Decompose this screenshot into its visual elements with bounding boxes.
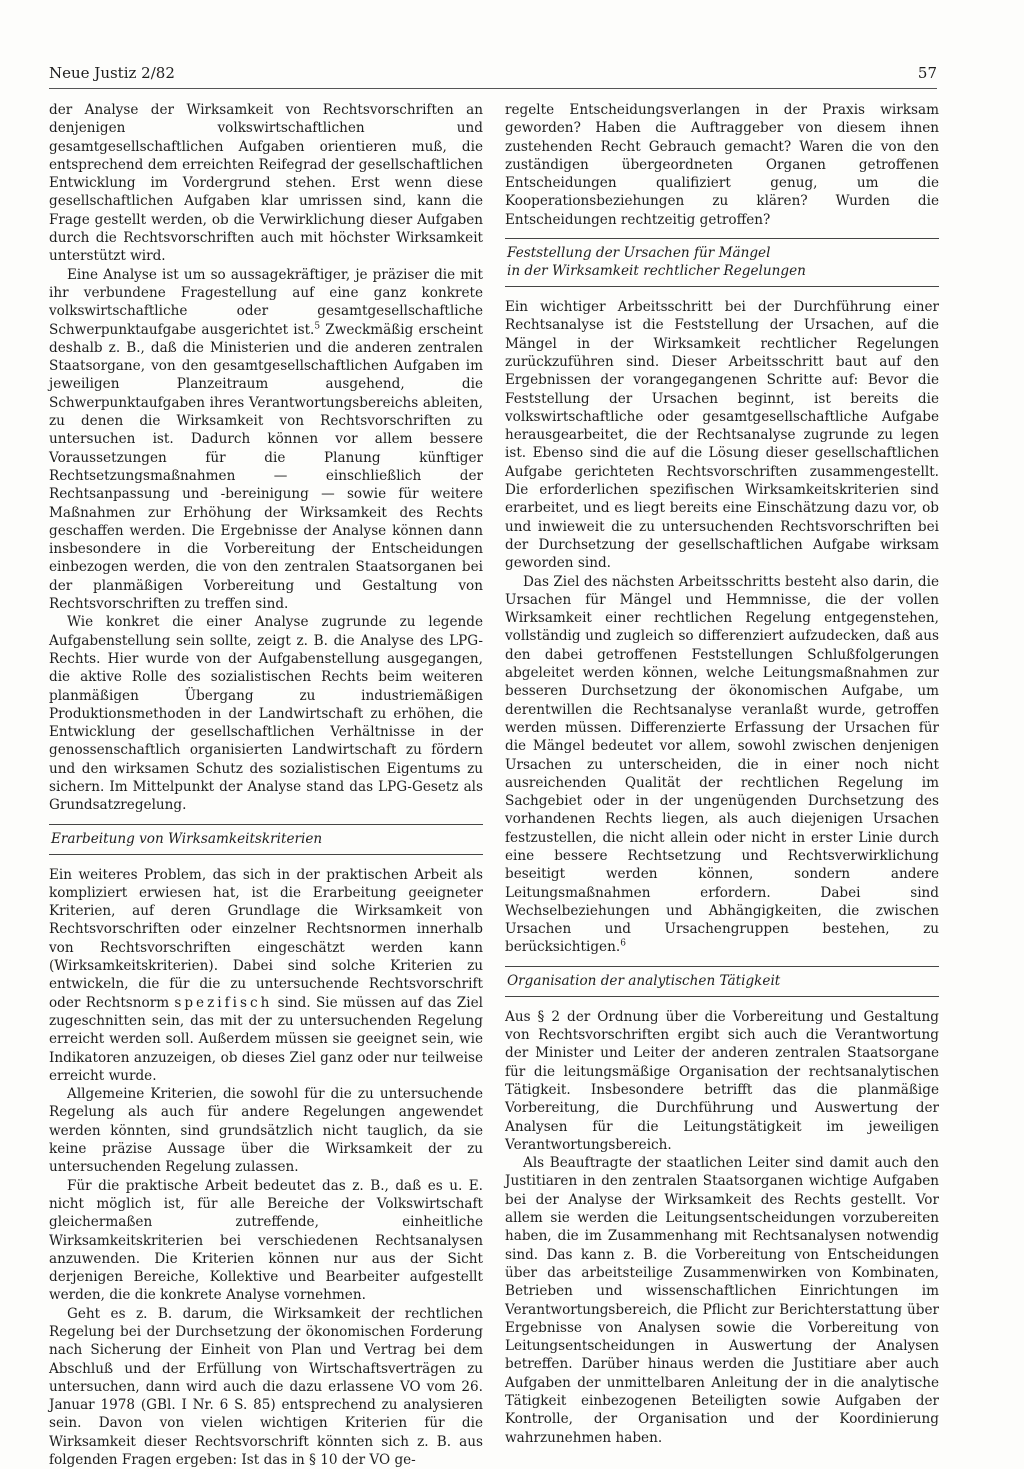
paragraph: Wie konkret die einer Analyse zugrunde zu legende Aufgabenstellung sein sollte, zeigt z. B. die Analyse des LPG-Rechts. Hier wurde von der Aufgabenstellung ausgegangen, die aktive Rolle des sozialistischen Rechts beim weiteren planmäßigen Übergang zu industriemäßigen Produktionsmethoden in der Landwirtschaft zu erhöhen, die Entwicklung der gesellschaftlichen Verhältnisse in der genossenschaftlich organisierten Landwirtschaft zu fördern und den wirksamen Schutz des sozialistischen Eigentums zu sichern. Im Mittelpunkt der Analyse stand das LPG-Gesetz als Grundsatzregelung. bbox=[49, 614, 483, 814]
paragraph: Für die praktische Arbeit bedeutet das z. B., daß es u. E. nicht möglich ist, für alle Bereiche der Volkswirtschaft gleichermaßen zutreffende, einheitliche Wirksamkeitskriterien bei verschiedenen Rechtsanalysen anzuwenden. Die Kriterien können nur aus der Sicht derjenigen Bereiche, Kollektive und Bearbeiter aufgestellt werden, die die konkrete Analyse vornehmen. bbox=[49, 1177, 483, 1304]
footnote-ref: 5 bbox=[314, 321, 321, 332]
text: Das Ziel des nächsten Arbeitsschritts besteht also darin, die Ursachen für Mängel und Hemmnisse, die der vollen Wirksamkeit einer rechtlichen Regelung entgegenstehen, vollständig und zugleich so differenziert aufzudecken, daß aus den dabei getroffenen Feststellungen Schlußfolgerungen abgeleitet werden können, welche Leitungsmaßnahmen zur besseren Durchsetzung der ökonomischen Aufgabe, um derentwillen die Rechtsanalyse veranlaßt wurde, getroffen werden müssen. Differenzierte Erfassung der Ursachen für die Mängel bedeutet vor allem, sowohl zwischen denjenigen Ursachen zu unterscheiden, die in einer noch nicht ausreichenden Qualität der rechtlichen Regelung im Sachgebiet oder in der ungenügenden Durchsetzung des vorhandenen Rechts liegen, als auch diejenigen Ursachen festzustellen, die nicht allein oder nicht in erster Linie durch eine bessere Rechtsetzung und Rechtsverwirklichung beseitigt werden können, sondern andere Leitungsmaßnahmen erfordern. Dabei sind Wechselbeziehungen und Abhängigkeiten, die zwischen Ursachen und Ursachengruppen bestehen, zu berücksichtigen. bbox=[505, 573, 939, 956]
running-header bbox=[49, 64, 937, 86]
section-heading: Organisation der analytischen Tätigkeit bbox=[505, 966, 939, 997]
right-column bbox=[505, 101, 939, 1447]
journal-issue: Neue Justiz 2/82 bbox=[49, 64, 175, 82]
footnote-ref: 6 bbox=[620, 938, 626, 949]
spaced-word: spezifisch bbox=[174, 994, 273, 1011]
paragraph bbox=[505, 573, 939, 957]
paragraph: regelte Entscheidungsverlangen in der Praxis wirksam geworden? Haben die Auftraggeber von diesem ihnen zustehenden Recht Gebrauch gemacht? Waren die von den zuständigen übergeordneten Organen getroffenen Entscheidungen qualifiziert genug, um die Kooperationsbeziehungen zu klären? Wurden die Entscheidungen rechtzeitig getroffen? bbox=[505, 102, 939, 228]
paragraph bbox=[49, 866, 483, 1086]
section-heading: Erarbeitung von Wirksamkeitskriterien bbox=[49, 824, 483, 855]
header-rule bbox=[49, 88, 937, 89]
paragraph: Aus § 2 der Ordnung über die Vorbereitung und Gestaltung von Rechtsvorschriften ergibt sich auch die Verantwortung der Minister und Leiter der anderen zentralen Staatsorgane für die leitungsmäßige Organisation der rechtsanalytischen Tätigkeit. Insbesondere betrifft das die planmäßige Vorbereitung, die Durchführung und Auswertung der Analysen für die Leitungstätigkeit im jeweiligen Verantwortungsbereich. bbox=[505, 1008, 939, 1153]
paragraph: Als Beauftragte der staatlichen Leiter sind damit auch den Justitiaren in den zentralen Staatsorganen wichtige Aufgaben bei der Analyse der Wirksamkeit des Rechts gestellt. Vor allem sie werden die Leitungsentscheidungen vorzubereiten haben, die im Zusammenhang mit Rechtsanalysen notwendig sind. Das kann z. B. die Vorbereitung von Entscheidungen über das arbeitsteilige Zusammenwirken von Kombinaten, Betrieben und wissenschaftlichen Einrichtungen im Verantwortungsbereich, die Pflicht zur Berichterstattung über Ergebnisse von Analysen sowie die Vorbereitung von Leitungsentscheidungen in Auswertung der Analysen betreffen. Darüber hinaus werden die Justitiare aber auch Aufgaben der unmittelbaren Anleitung der in die analytische Tätigkeit einbezogenen Beteiligten sowie Aufgaben der Kontrolle, der Organisation und der Koordinierung wahrzunehmen haben. bbox=[505, 1155, 939, 1446]
paragraph: Ein wichtiger Arbeitsschritt bei der Durchführung einer Rechtsanalyse ist die Feststellung der Ursachen, auf die Mängel in der Wirksamkeit rechtlicher Regelungen zurückzuführen sind. Dieser Arbeitsschritt baut auf den Ergebnissen der vorangegangenen Schritte auf: Bevor die Feststellung der Ursachen beginnt, ist bereits die volkswirtschaftliche oder gesamtgesellschaftliche Aufgabe herausgearbeitet, die der Rechtsanalyse zugrunde zu legen ist. Ebenso sind die auf die Lösung dieser gesellschaftlichen Aufgabe gerichteten Rechtsvorschriften zusammengestellt. Die erforderlichen spezifischen Wirksamkeitskriterien sind erarbeitet, und es liegt bereits eine Einschätzung dazu vor, ob und inwieweit die zu untersuchenden Rechtsvorschriften bei der Durchsetzung der gesellschaftlichen Aufgabe wirksam geworden sind. bbox=[505, 299, 939, 572]
left-column bbox=[49, 101, 483, 1469]
page-number: 57 bbox=[917, 64, 937, 82]
heading-line: in der Wirksamkeit rechtlicher Regelungen bbox=[507, 263, 806, 280]
text: Zweckmäßig erscheint deshalb z. B., daß die Ministerien und die anderen zentralen Staatsorgane, von den gesamtgesellschaftlichen Aufgaben im jeweiligen Planzeitraum ausgehend, die Schwerpunktaufgaben ihres Verantwortungsbereichs ableiten, zu denen die Wirksamkeit von Rechtsvorschriften zu untersuchen ist. Dadurch können vor allem bessere Voraussetzungen für die Planung künftiger Rechtsetzungsmaßnahmen — einschließlich der Rechtsanpassung und -bereinigung — sowie für weitere Maßnahmen zur Erhöhung der Wirksamkeit des Rechts geschaffen werden. Die Ergebnisse der Analyse können dann insbesondere in die Vorbereitung der Entscheidungen einbezogen werden, die von den zentralen Staatsorganen bei der planmäßigen Vorbereitung und Gestaltung von Rechtsvorschriften zu treffen sind. bbox=[49, 321, 483, 613]
heading-line: Feststellung der Ursachen für Mängel bbox=[507, 245, 771, 262]
paragraph bbox=[49, 266, 483, 614]
text: sind. Sie müssen auf das Ziel zugeschnitten sein, das mit der zu untersuchenden Regelung erreicht werden soll. Außerdem müssen sie geeignet sein, wie Indikatoren anzuzeigen, ob dieses Ziel ganz oder nur teilweise erreicht wurde. bbox=[49, 994, 483, 1084]
paragraph: Geht es z. B. darum, die Wirksamkeit der rechtlichen Regelung bei der Durchsetzung der ökonomischen Forderung nach Sicherung der Einheit von Plan und Vertrag bei dem Abschluß und der Erfüllung von Wirtschaftsverträgen zu untersuchen, dann wird auch die dazu erlassene VO vom 26. Januar 1978 (GBl. I Nr. 6 S. 85) entsprechend zu analysieren sein. Davon von vielen wichtigen Kriterien für die Wirksamkeit dieser Rechtsvorschrift könnten sich z. B. aus folgenden Fragen ergeben: Ist das in § 10 der VO ge- bbox=[49, 1305, 483, 1469]
paragraph: der Analyse der Wirksamkeit von Rechtsvorschriften an denjenigen volkswirtschaftlichen und gesamtgesellschaftlichen Aufgaben orientieren muß, die entsprechend dem erreichten Reifegrad der gesellschaftlichen Entwicklung im Vordergrund stehen. Erst wenn diese gesellschaftlichen Aufgaben klar umrissen sind, kann die Frage gestellt werden, ob die Verwirklichung dieser Aufgaben durch die Rechtsvorschriften auch mit höchster Wirksamkeit unterstützt wird. bbox=[49, 102, 483, 265]
text: Eine Analyse ist um so aussagekräftiger, je präziser die mit ihr verbundene Fragestellung auf eine ganz konkrete volkswirtschaftliche oder gesamtgesellschaftliche Schwerpunktaufgabe ausgerichtet ist. bbox=[49, 266, 483, 338]
text: Ein weiteres Problem, das sich in der praktischen Arbeit als kompliziert erwiesen hat, ist die Erarbeitung geeigneter Kriterien, auf deren Grundlage die Wirksamkeit von Rechtsvorschriften oder einzelner Rechtsnormen innerhalb von Rechtsvorschriften eingeschätzt werden kann (Wirksamkeitskriterien). Dabei sind solche Kriterien zu entwickeln, die für die zu untersuchende Rechtsvorschrift oder Rechtsnorm bbox=[49, 866, 483, 1011]
paragraph: Allgemeine Kriterien, die sowohl für die zu untersuchende Regelung als auch für andere Regelungen angewendet werden könnten, sind grundsätzlich nicht tauglich, da sie keine präzise Aussage über die Wirksamkeit der zu untersuchenden Regelung zulassen. bbox=[49, 1086, 483, 1176]
section-heading bbox=[505, 238, 939, 287]
